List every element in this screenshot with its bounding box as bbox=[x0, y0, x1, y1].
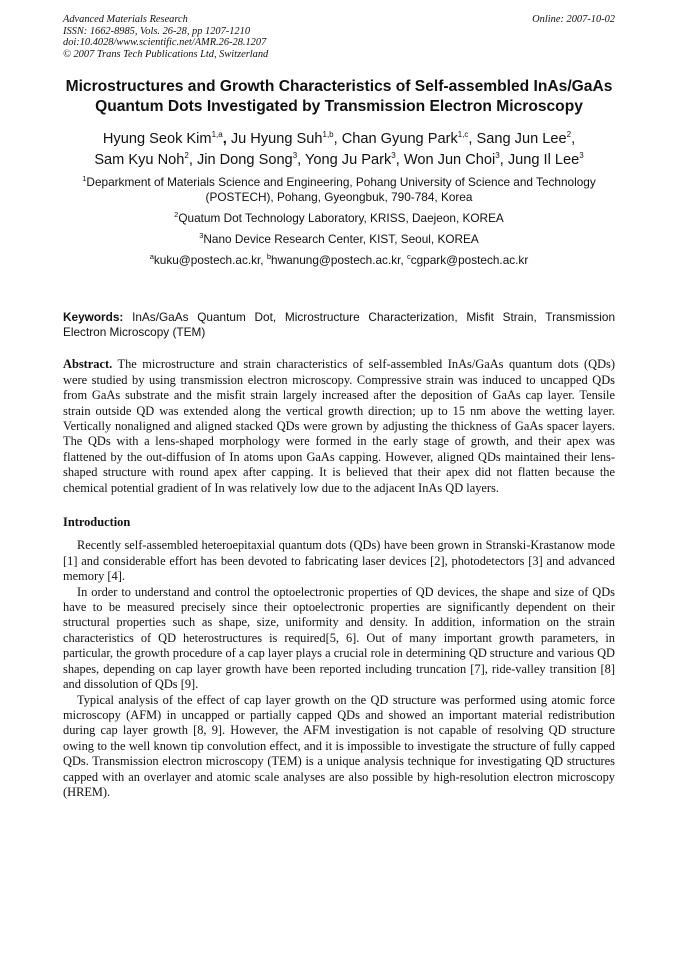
email-address: cgpark@postech.ac.kr bbox=[410, 253, 529, 268]
affiliation-text: Deparkment of Materials Science and Engineering, Pohang University of Science and Technology (POSTECH), Pohang, Gyeongbuk, 790-784, Korea bbox=[86, 175, 596, 205]
journal-info bbox=[63, 14, 268, 60]
author-affil-mark: 3 bbox=[579, 150, 584, 160]
author-affil-mark: 2 bbox=[184, 150, 189, 160]
author: Hyung Seok Kim bbox=[102, 131, 212, 148]
body-paragraph: Typical analysis of the effect of cap layer growth on the QD structure was performed using atomic force microscopy (AFM) in uncapped or partially capped QDs and showed an important material redistribution during cap layer growth [8, 9]. However, the AFM investigation is not capable of resolving QD structure owing to the well known tip convolution effect, and it is impossible to investigate the structure of fully capped QDs. Transmission electron microscopy (TEM) is a unique analysis technique for investigating QD structures capped with an overlayer and atomic scale analyses are also possible by high-resolution electron microscopy (HREM). bbox=[63, 692, 615, 799]
email-address: hwanung@postech.ac.kr bbox=[271, 253, 401, 268]
section-heading-introduction: Introduction bbox=[63, 515, 131, 530]
author: Jin Dong Song bbox=[196, 151, 293, 168]
affiliation-mark: 3 bbox=[199, 231, 204, 241]
author-affil-mark: 1,b bbox=[322, 130, 334, 140]
keywords-text: InAs/GaAs Quantum Dot, Microstructure Characterization, Misfit Strain, Transmission Electron Microscopy (TEM) bbox=[63, 310, 616, 340]
online-date: Online: 2007-10-02 bbox=[532, 14, 615, 25]
author: Won Jun Choi bbox=[403, 151, 496, 168]
email-mark: c bbox=[406, 252, 411, 262]
affiliation-mark: 1 bbox=[82, 174, 87, 184]
author-affil-mark: 3 bbox=[292, 150, 298, 160]
journal-header bbox=[63, 14, 615, 60]
author: Sang Jun Lee bbox=[476, 131, 567, 148]
journal-issn: ISSN: 1662-8985, Vols. 26-28, pp 1207-1210 bbox=[63, 25, 251, 37]
affiliation bbox=[63, 232, 615, 247]
email-mark: b bbox=[266, 252, 272, 262]
author-affil-mark: 1,a bbox=[211, 130, 223, 140]
paper-page bbox=[63, 14, 615, 800]
body-paragraph: In order to understand and control the optoelectronic properties of QD devices, the shape and size of QDs have to be measured precisely since their optoelectronic properties are significantly dependent on their structural properties such as shape, size, uniformity and density. In addition, information on the strain characteristics of QD heterostructures is required[5, 6]. Out of many important growth parameters, in particular, the growth procedure of a cap layer plays a crucial role in determining QD structure and various QD shapes, depending on cap layer growth have been reported including truncation [7], ride-valley transition [8] and dissolution of QDs [9]. bbox=[63, 584, 615, 692]
author: Sam Kyu Noh bbox=[94, 151, 185, 168]
paper-title: Microstructures and Growth Characteristics of Self-assembled InAs/GaAs Quantum Dots Investigated by Transmission Electron Microscopy bbox=[65, 78, 613, 115]
abstract-text: The microstructure and strain characteristics of self-assembled InAs/GaAs quantum dots (QDs) were studied by using transmission electron microscopy. Compressive strain was induced to uncapped QDs from GaAs substrate and the misfit strain largely increased after the deposition of GaAs cap layer. Tensile strain outside QD was extended along the vertical growth direction; up to 15 nm above the wetting layer. Vertically nonaligned and aligned stacked QDs were grown by adjusting the thickness of GaAs spacer layers. The QDs with a lens-shaped morphology were formed in the early stage of growth, and their apex was flattened by the out-diffusion of In atoms upon GaAs capping. However, aligned QDs maintained their lens-shaped structure with round apex after capping. It is believed that their apex did not flatten because the chemical potential gradient of In was relatively low due to the adjacent InAs QD layers. bbox=[63, 357, 615, 495]
email-list: $^a$kuku@postech.ac.kr, $^b$hwanung@postech.ac.kr, $^c$cgpark@postech.ac.kr bbox=[149, 252, 529, 268]
keywords bbox=[63, 310, 615, 340]
author-list: Hyung Seok Kim$^{1,a}$, Ju Hyung Suh$^{1,b}$, Chan Gyung Park$^{1,c}$, Sang Jun Lee$^2$, Sam Kyu Noh$^2$, Jin Dong Song$^3$, Yong Ju Park$^3$, Won Jun Choi$^3$, Jung Il Lee$^3$ bbox=[94, 130, 584, 168]
affiliation-text: Nano Device Research Center, KIST, Seoul, KOREA bbox=[203, 232, 479, 247]
author-affil-mark: 2 bbox=[566, 130, 572, 140]
keywords-label: Keywords: bbox=[63, 310, 124, 325]
affiliation bbox=[63, 211, 615, 226]
author: Yong Ju Park bbox=[305, 151, 392, 168]
author-affil-mark: 1,c bbox=[457, 130, 469, 140]
author-affil-mark: 3 bbox=[391, 150, 396, 160]
affiliation bbox=[63, 175, 615, 205]
email-address: kuku@postech.ac.kr bbox=[153, 253, 261, 268]
author: Jung Il Lee bbox=[507, 151, 580, 168]
author: Ju Hyung Suh bbox=[230, 131, 323, 148]
abstract bbox=[63, 357, 615, 496]
body-paragraph: Recently self-assembled heteroepitaxial quantum dots (QDs) have been grown in Stranski-Krastanow mode [1] and considerable effort has been devoted to fabricating laser devices [2], photodetectors [3] and advanced memory [4]. bbox=[63, 538, 615, 584]
email-mark: a bbox=[149, 252, 154, 262]
journal-name: Advanced Materials Research bbox=[63, 14, 188, 25]
affiliation-text: Quatum Dot Technology Laboratory, KRISS, Daejeon, KOREA bbox=[178, 211, 504, 226]
abstract-label: Abstract. bbox=[63, 357, 113, 372]
journal-doi: doi:10.4028/www.scientific.net/AMR.26-28.1207 bbox=[63, 37, 267, 49]
affiliation-mark: 2 bbox=[174, 210, 179, 220]
author-affil-mark: 3 bbox=[495, 150, 500, 160]
author: Chan Gyung Park bbox=[341, 131, 458, 148]
journal-copyright: © 2007 Trans Tech Publications Ltd, Switzerland bbox=[63, 48, 269, 60]
